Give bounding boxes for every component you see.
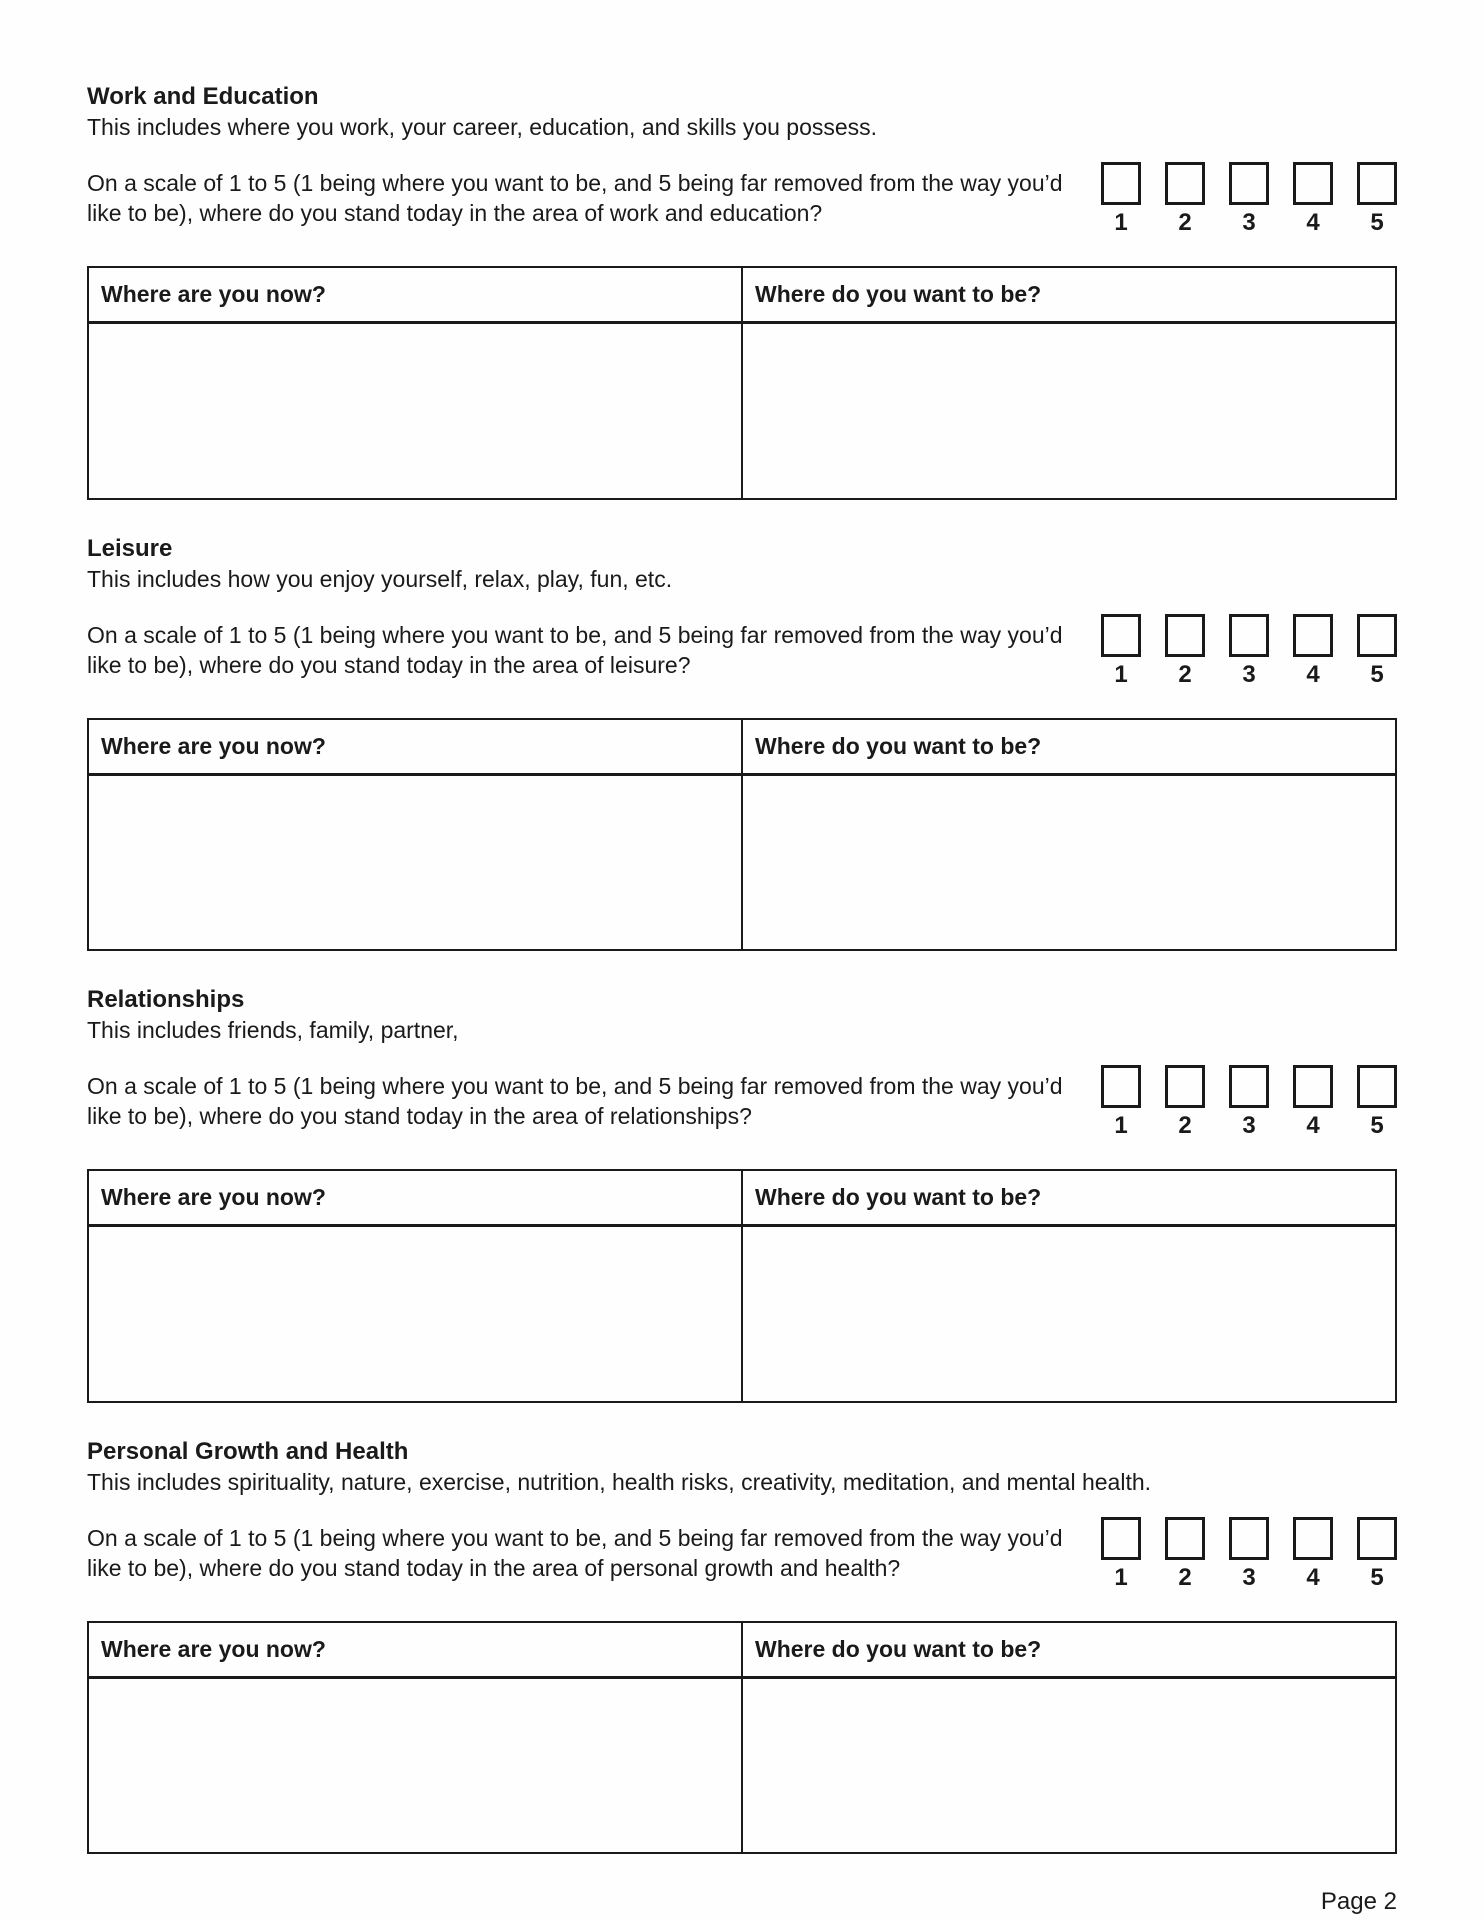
column-header-want: Where do you want to be? bbox=[742, 267, 1396, 323]
rating-label-5: 5 bbox=[1370, 1563, 1384, 1591]
rating-checkbox-4[interactable] bbox=[1293, 1065, 1333, 1108]
rating-label-3: 3 bbox=[1242, 660, 1256, 688]
section-relationships bbox=[87, 985, 1397, 1403]
rating-option bbox=[1165, 614, 1205, 688]
rating-option bbox=[1293, 1065, 1333, 1139]
rating-label-1: 1 bbox=[1114, 660, 1128, 688]
rating-label-2: 2 bbox=[1178, 660, 1192, 688]
rating-checkbox-2[interactable] bbox=[1165, 614, 1205, 657]
section-description: This includes where you work, your career, education, and skills you possess. bbox=[87, 114, 878, 140]
rating-label-3: 3 bbox=[1242, 1563, 1256, 1591]
rating-scale bbox=[1101, 162, 1397, 236]
rating-checkbox-3[interactable] bbox=[1229, 1065, 1269, 1108]
answer-table bbox=[87, 1621, 1397, 1855]
rating-checkbox-4[interactable] bbox=[1293, 614, 1333, 657]
rating-option bbox=[1165, 162, 1205, 236]
rating-option bbox=[1293, 1517, 1333, 1591]
table-header-row bbox=[88, 719, 1396, 775]
answer-area-want[interactable] bbox=[742, 1677, 1396, 1853]
scale-question-row bbox=[87, 1523, 1397, 1601]
scale-question: On a scale of 1 to 5 (1 being where you want to be, and 5 being far removed from the way you’d like to be), where do you stand today in the area of personal growth and health? bbox=[87, 1524, 1063, 1581]
rating-option bbox=[1101, 1065, 1141, 1139]
rating-label-2: 2 bbox=[1178, 1563, 1192, 1591]
rating-checkbox-5[interactable] bbox=[1357, 162, 1397, 205]
column-header-now: Where are you now? bbox=[88, 1622, 742, 1678]
table-row bbox=[88, 1226, 1396, 1402]
rating-option bbox=[1101, 162, 1141, 236]
rating-label-2: 2 bbox=[1178, 1112, 1192, 1139]
rating-option bbox=[1165, 1517, 1205, 1591]
scale-question: On a scale of 1 to 5 (1 being where you want to be, and 5 being far removed from the way you’d like to be), where do you stand today in the area of leisure? bbox=[87, 621, 1063, 678]
rating-label-5: 5 bbox=[1370, 1112, 1384, 1139]
scale-question: On a scale of 1 to 5 (1 being where you want to be, and 5 being far removed from the way you’d like to be), where do you stand today in the area of relationships? bbox=[87, 1073, 1063, 1129]
rating-scale bbox=[1101, 1065, 1397, 1139]
rating-checkbox-5[interactable] bbox=[1357, 1517, 1397, 1560]
answer-area-want[interactable] bbox=[742, 323, 1396, 499]
section-work-and-education bbox=[87, 82, 1397, 500]
rating-label-4: 4 bbox=[1306, 1563, 1320, 1591]
rating-checkbox-2[interactable] bbox=[1165, 1065, 1205, 1108]
answer-area-now[interactable] bbox=[88, 323, 742, 499]
rating-option bbox=[1357, 1065, 1397, 1139]
rating-checkbox-5[interactable] bbox=[1357, 1065, 1397, 1108]
table-row bbox=[88, 774, 1396, 950]
rating-checkbox-2[interactable] bbox=[1165, 1517, 1205, 1560]
rating-checkbox-5[interactable] bbox=[1357, 614, 1397, 657]
rating-checkbox-2[interactable] bbox=[1165, 162, 1205, 205]
rating-checkbox-1[interactable] bbox=[1101, 1517, 1141, 1560]
answer-area-want[interactable] bbox=[742, 1226, 1396, 1402]
rating-checkbox-1[interactable] bbox=[1101, 614, 1141, 657]
rating-label-2: 2 bbox=[1178, 209, 1192, 236]
column-header-want: Where do you want to be? bbox=[742, 719, 1396, 775]
table-header-row bbox=[88, 1170, 1396, 1226]
rating-option bbox=[1357, 1517, 1397, 1591]
scale-question-row bbox=[87, 1071, 1397, 1149]
rating-checkbox-3[interactable] bbox=[1229, 614, 1269, 657]
rating-option bbox=[1229, 162, 1269, 236]
rating-option bbox=[1229, 1517, 1269, 1591]
scale-question-row bbox=[87, 168, 1397, 246]
section-personal-growth-and-health bbox=[87, 1437, 1397, 1855]
section-description: This includes friends, family, partner, bbox=[87, 1017, 459, 1043]
section-title: Work and Education bbox=[87, 83, 319, 110]
rating-option bbox=[1357, 162, 1397, 236]
page-number: Page 2 bbox=[1320, 1888, 1397, 1915]
rating-label-3: 3 bbox=[1242, 1112, 1256, 1139]
rating-option bbox=[1293, 614, 1333, 688]
rating-checkbox-3[interactable] bbox=[1229, 162, 1269, 205]
answer-area-now[interactable] bbox=[88, 1226, 742, 1402]
rating-option bbox=[1229, 614, 1269, 688]
section-leisure bbox=[87, 534, 1397, 952]
table-header-row bbox=[88, 267, 1396, 323]
answer-table bbox=[87, 1169, 1397, 1403]
column-header-now: Where are you now? bbox=[88, 719, 742, 775]
scale-question-row bbox=[87, 620, 1397, 698]
table-row bbox=[88, 323, 1396, 499]
section-title: Relationships bbox=[87, 986, 245, 1013]
section-description: This includes how you enjoy yourself, relax, play, fun, etc. bbox=[87, 565, 673, 592]
rating-label-1: 1 bbox=[1114, 209, 1128, 236]
rating-checkbox-1[interactable] bbox=[1101, 162, 1141, 205]
rating-scale bbox=[1101, 1517, 1397, 1591]
scale-question: On a scale of 1 to 5 (1 being where you want to be, and 5 being far removed from the way you’d like to be), where do you stand today in the area of work and education? bbox=[87, 170, 1063, 226]
rating-option bbox=[1229, 1065, 1269, 1139]
answer-area-now[interactable] bbox=[88, 774, 742, 950]
rating-option bbox=[1165, 1065, 1205, 1139]
rating-checkbox-3[interactable] bbox=[1229, 1517, 1269, 1560]
rating-option bbox=[1357, 614, 1397, 688]
rating-label-4: 4 bbox=[1306, 660, 1320, 688]
column-header-want: Where do you want to be? bbox=[742, 1622, 1396, 1678]
answer-table bbox=[87, 266, 1397, 500]
rating-label-4: 4 bbox=[1306, 1112, 1320, 1139]
answer-area-want[interactable] bbox=[742, 774, 1396, 950]
column-header-now: Where are you now? bbox=[88, 1170, 742, 1226]
rating-label-1: 1 bbox=[1114, 1563, 1128, 1591]
rating-scale bbox=[1101, 614, 1397, 688]
rating-checkbox-1[interactable] bbox=[1101, 1065, 1141, 1108]
rating-checkbox-4[interactable] bbox=[1293, 162, 1333, 205]
column-header-want: Where do you want to be? bbox=[742, 1170, 1396, 1226]
section-title: Personal Growth and Health bbox=[87, 1437, 409, 1465]
rating-label-1: 1 bbox=[1114, 1112, 1128, 1139]
rating-label-4: 4 bbox=[1306, 209, 1320, 236]
section-title: Leisure bbox=[87, 534, 173, 562]
rating-option bbox=[1293, 162, 1333, 236]
column-header-now: Where are you now? bbox=[88, 267, 742, 323]
rating-option bbox=[1101, 614, 1141, 688]
rating-checkbox-4[interactable] bbox=[1293, 1517, 1333, 1560]
section-description: This includes spirituality, nature, exercise, nutrition, health risks, creativity, meditation, and mental health. bbox=[87, 1468, 1152, 1495]
rating-label-5: 5 bbox=[1370, 209, 1384, 236]
rating-label-5: 5 bbox=[1370, 660, 1384, 688]
rating-label-3: 3 bbox=[1242, 209, 1256, 236]
table-header-row bbox=[88, 1622, 1396, 1678]
answer-area-now[interactable] bbox=[88, 1677, 742, 1853]
table-row bbox=[88, 1677, 1396, 1853]
answer-table bbox=[87, 718, 1397, 952]
rating-option bbox=[1101, 1517, 1141, 1591]
